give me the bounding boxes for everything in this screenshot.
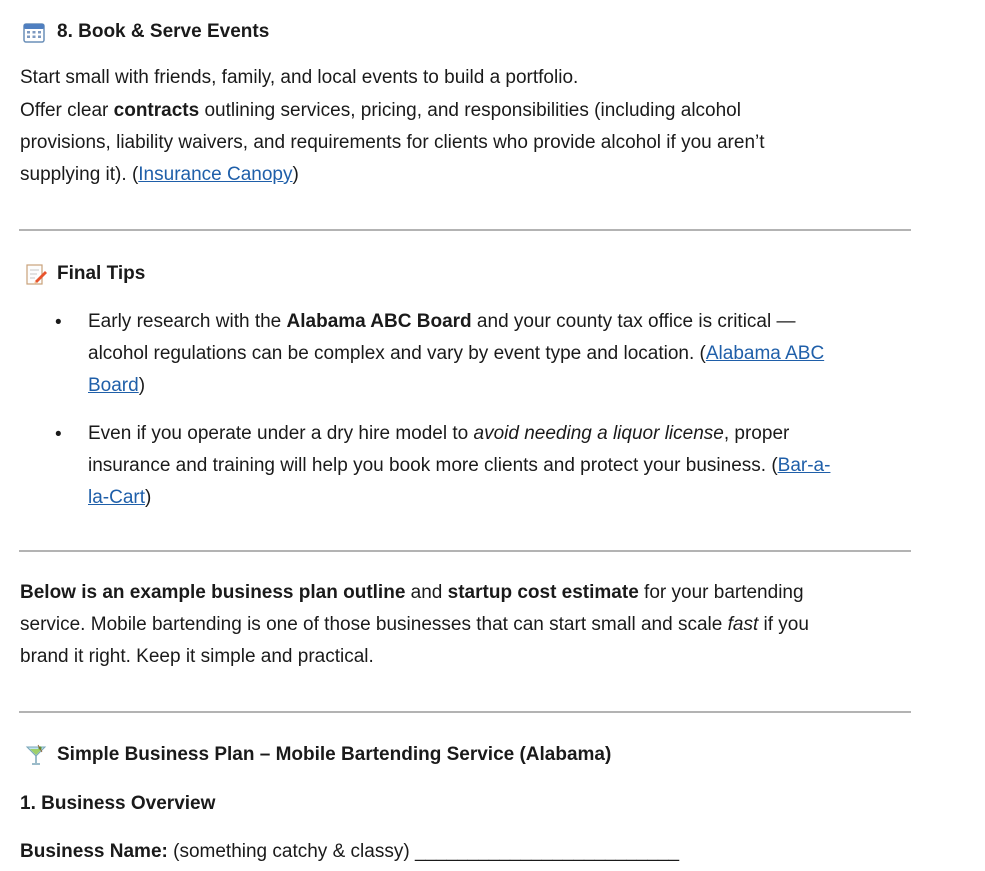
business-overview-heading: 1. Business Overview xyxy=(20,793,216,814)
bar-a-la-cart-link[interactable]: Bar-a- xyxy=(777,455,831,476)
business-plan-title: Simple Business Plan – Mobile Bartending Service (Alabama) xyxy=(57,744,612,765)
bar-a-la-cart-link[interactable]: la-Cart xyxy=(88,487,146,508)
final-tips-title: Final Tips xyxy=(57,263,146,284)
memo-icon xyxy=(24,262,48,286)
horizontal-rule xyxy=(19,711,911,713)
tip-1-line: Early research with the Alabama ABC Board and your county tax office is critical — xyxy=(88,311,796,332)
horizontal-rule xyxy=(19,550,911,552)
alabama-abc-board-link[interactable]: Alabama ABC xyxy=(705,343,825,364)
section-8-paragraph-line: provisions, liability waivers, and requirements for clients who provide alcohol if you aren’t xyxy=(20,132,765,153)
cocktail-icon xyxy=(24,743,48,767)
calendar-icon xyxy=(22,20,46,44)
tip-1-line: alcohol regulations can be complex and vary by event type and location. (Alabama ABC xyxy=(88,343,825,364)
bullet-marker: • xyxy=(55,312,62,333)
tip-1-line: Board) xyxy=(88,375,146,396)
tip-2-line: insurance and training will help you book more clients and protect your business. (Bar-a- xyxy=(88,455,831,476)
business-name-blank[interactable]: _________________________ xyxy=(414,841,680,862)
horizontal-rule xyxy=(19,229,911,231)
intro-paragraph-line: Below is an example business plan outline and startup cost estimate for your bartending xyxy=(20,582,804,603)
section-8-paragraph-line: Offer clear contracts outlining services, pricing, and responsibilities (including alcohol xyxy=(20,100,741,121)
business-name-label: Business Name: xyxy=(20,841,168,862)
business-name-line: Business Name: (something catchy & classy) _________________________ xyxy=(20,841,680,862)
section-8-title: 8. Book & Serve Events xyxy=(57,21,270,42)
alabama-abc-board-link[interactable]: Board xyxy=(88,375,139,396)
bullet-marker: • xyxy=(55,424,62,445)
tip-2-line: la-Cart) xyxy=(88,487,152,508)
intro-paragraph-line: brand it right. Keep it simple and practical. xyxy=(20,646,374,667)
insurance-canopy-link[interactable]: Insurance Canopy xyxy=(138,164,293,185)
section-8-paragraph-line: Start small with friends, family, and local events to build a portfolio. xyxy=(20,67,579,88)
intro-paragraph-line: service. Mobile bartending is one of those businesses that can start small and scale fast if you xyxy=(20,614,809,635)
tip-2-line: Even if you operate under a dry hire model to avoid needing a liquor license, proper xyxy=(88,423,790,444)
section-8-paragraph-line: supplying it). (Insurance Canopy) xyxy=(20,164,299,185)
